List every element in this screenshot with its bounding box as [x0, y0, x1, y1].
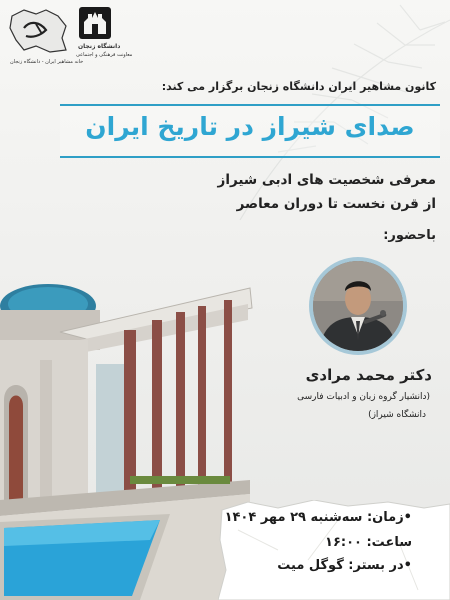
- university-name: دانشگاه زنجان: [78, 43, 121, 50]
- event-date: •زمان: سه‌شنبه ۲۹ مهر ۱۴۰۴: [224, 510, 412, 525]
- iran-map-logo: [6, 6, 84, 66]
- presence-label: باحضور:: [383, 228, 436, 243]
- iran-logo-caption: خانه مشاهیر ایران - دانشگاه زنجان: [10, 59, 84, 65]
- event-title: صدای شیراز در تاریخ ایران: [85, 112, 415, 141]
- title-banner: [60, 104, 440, 158]
- subtitle-line-1: معرفی شخصیت های ادبی شیراز: [217, 172, 436, 188]
- university-subtitle: معاونت فرهنگی و اجتماعی: [76, 52, 133, 58]
- speaker-name: دکتر محمد مرادی: [305, 366, 432, 384]
- event-time: ساعت: ۱۶:۰۰: [325, 535, 412, 550]
- reflecting-pool: [0, 510, 170, 600]
- university-logo: [76, 6, 133, 64]
- organizer-line: کانون مشاهیر ایران دانشگاه زنجان برگزار می کند:: [161, 80, 436, 93]
- subtitle-line-2: از قرن نخست تا دوران معاصر: [236, 196, 436, 212]
- speaker-photo: [313, 261, 403, 351]
- speaker-affiliation-2: دانشگاه شیراز): [368, 410, 426, 420]
- speaker-affiliation-1: (دانشیار گروه زبان و ادبیات فارسی: [297, 392, 430, 402]
- event-platform: •در بستر: گوگل میت: [277, 558, 412, 573]
